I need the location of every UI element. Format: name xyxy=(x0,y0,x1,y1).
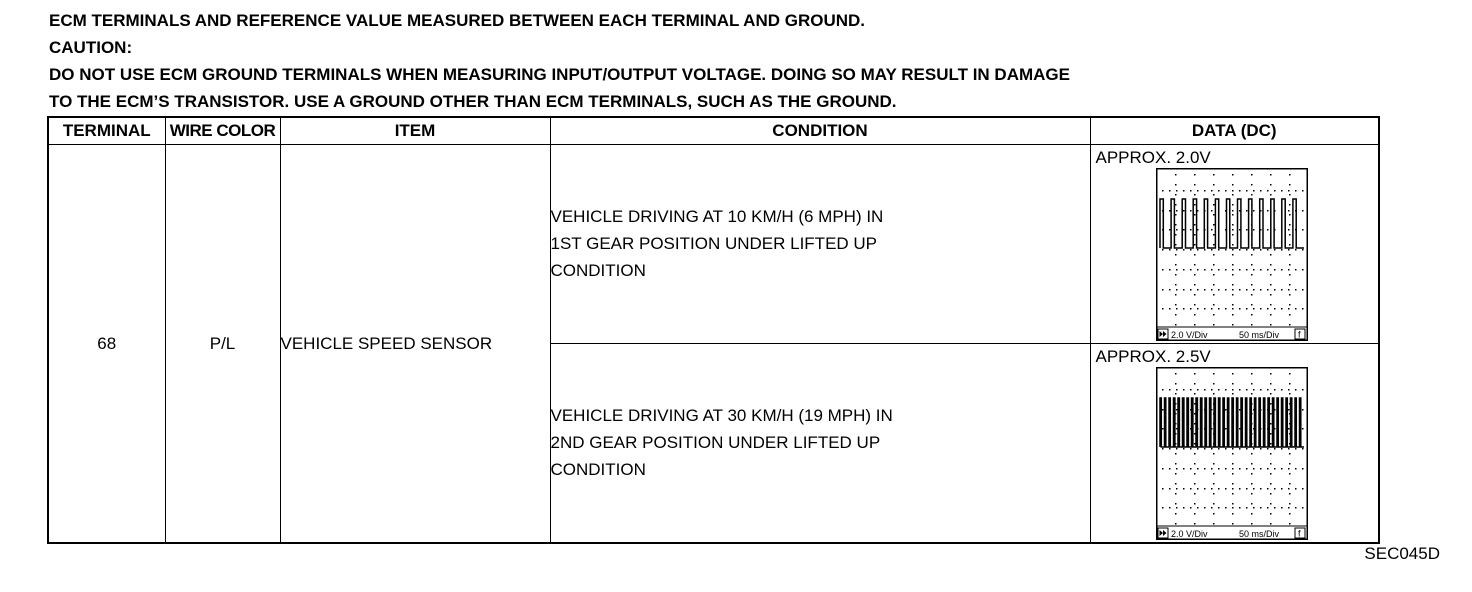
condition-line: CONDITION xyxy=(550,261,646,281)
data-cell xyxy=(1090,145,1379,344)
condition-line: 1ST GEAR POSITION UNDER LIFTED UP xyxy=(550,234,878,254)
figure-id: SEC045D xyxy=(1364,544,1440,563)
col-header-item: ITEM xyxy=(280,117,550,145)
scope-volt-div: 2.0 V/Div xyxy=(1170,528,1208,539)
data-value: APPROX. 2.0V xyxy=(1095,148,1211,167)
table-header-row xyxy=(48,117,1379,145)
scope-time-div: 50 ms/Div xyxy=(1238,528,1279,539)
scope-svg xyxy=(1156,168,1308,341)
condition-line: 2ND GEAR POSITION UNDER LIFTED UP xyxy=(550,433,881,453)
wire-color-cell: P/L xyxy=(165,145,280,544)
ecm-terminal-table xyxy=(47,116,1380,544)
col-header-data: DATA (DC) xyxy=(1090,117,1379,145)
condition-line: VEHICLE DRIVING AT 30 KM/H (19 MPH) IN xyxy=(550,406,893,426)
condition-cell xyxy=(550,343,1090,543)
item-cell: VEHICLE SPEED SENSOR xyxy=(280,145,550,544)
scope-svg xyxy=(1156,367,1308,540)
scope-time-div: 50 ms/Div xyxy=(1238,330,1279,340)
oscilloscope-graph xyxy=(1156,367,1308,540)
condition-line: VEHICLE DRIVING AT 10 KM/H (6 MPH) IN xyxy=(550,207,884,227)
data-value: APPROX. 2.5V xyxy=(1095,346,1211,366)
col-header-wire-color: WIRE COLOR xyxy=(165,117,280,145)
caution-text-line-1: DO NOT USE ECM GROUND TERMINALS WHEN MEASURING INPUT/OUTPUT VOLTAGE. DOING SO MAY RESULT IN DAMAGE xyxy=(49,65,1070,84)
oscilloscope-graph xyxy=(1156,168,1308,341)
col-header-condition: CONDITION xyxy=(550,117,1090,145)
doc-title: ECM TERMINALS AND REFERENCE VALUE MEASURED BETWEEN EACH TERMINAL AND GROUND. xyxy=(49,11,866,30)
caution-text-line-2: TO THE ECM’S TRANSISTOR. USE A GROUND OTHER THAN ECM TERMINALS, SUCH AS THE GROUND. xyxy=(49,92,897,111)
scope-volt-div: 2.0 V/Div xyxy=(1170,330,1208,340)
data-cell xyxy=(1090,343,1379,543)
condition-line: CONDITION xyxy=(550,460,646,480)
caution-label: CAUTION: xyxy=(49,38,133,57)
terminal-cell: 68 xyxy=(48,145,165,544)
table-row xyxy=(48,145,1379,344)
scope-trigger: f xyxy=(1297,528,1301,539)
condition-cell xyxy=(550,145,1090,344)
scope-trigger: f xyxy=(1297,329,1301,340)
col-header-terminal: TERMINAL xyxy=(48,117,165,145)
